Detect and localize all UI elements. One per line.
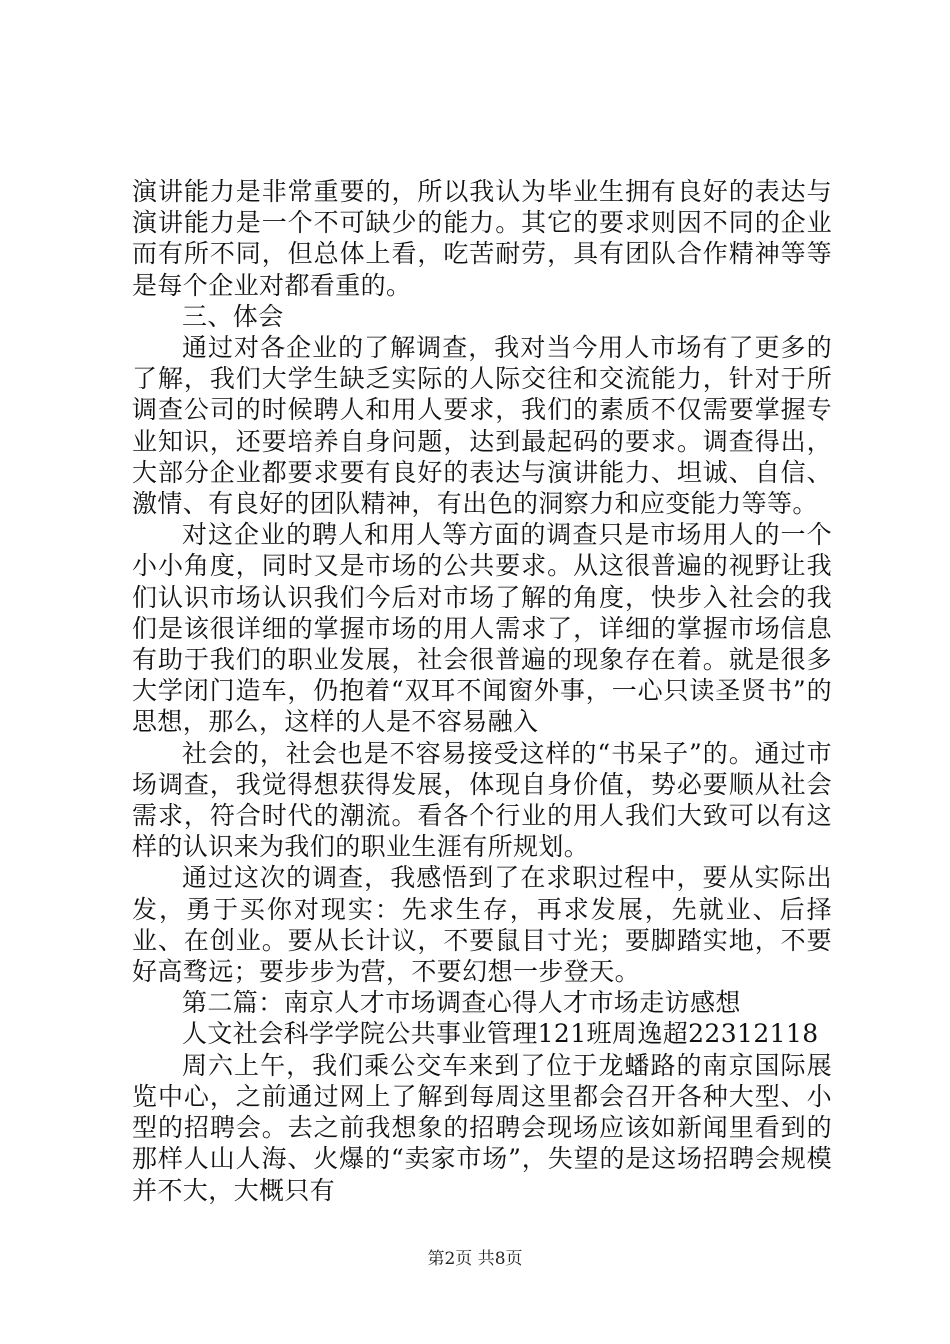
page-number-footer: 第2页 共8页 xyxy=(427,1249,523,1269)
paragraph-6: 周六上午，我们乘公交车来到了位于龙蟠路的南京国际展览中心，之前通过网上了解到每周这里都会召开各种大型、小型的招聘会。去之前我想象的招聘会现场应该如新闻里看到的那样人山人海、火爆的“卖家市场”，失望的是这场招聘会规模并不大，大概只有 xyxy=(132,1050,832,1205)
paragraph-3: 对这企业的聘人和用人等方面的调查只是市场用人的一个小小角度，同时又是市场的公共要求。从这很普遍的视野让我们认识市场认识我们今后对市场了解的角度，快步入社会的我们是该很详细的掌握市场的用人需求了，详细的掌握市场信息有助于我们的职业发展，社会很普遍的现象存在着。就是很多大学闭门造车，仍抱着“双耳不闻窗外事，一心只读圣贤书”的思想，那么，这样的人是不容易融入 xyxy=(132,520,832,737)
section-heading-3: 三、体会 xyxy=(182,301,284,331)
author-line: 人文社会科学学院公共事业管理121班周逸超22312118 xyxy=(182,1019,819,1049)
document-body xyxy=(132,176,832,1206)
paragraph-4: 社会的，社会也是不容易接受这样的“书呆子”的。通过市场调查，我觉得想获得发展，体现自身价值，势必要顺从社会需求，符合时代的潮流。看各个行业的用人我们大致可以有这样的认识来为我们的职业生涯有所规划。 xyxy=(132,738,832,862)
chapter-heading-2: 第二篇：南京人才市场调查心得人才市场走访感想 xyxy=(182,988,741,1018)
paragraph-5: 通过这次的调查，我感悟到了在求职过程中，要从实际出发，勇于买你对现实：先求生存，再求发展，先就业、后择业、在创业。要从长计议，不要鼠目寸光；要脚踏实地，不要好高骛远；要步步为营，不要幻想一步登天。 xyxy=(132,863,832,987)
paragraph-2: 通过对各企业的了解调查，我对当今用人市场有了更多的了解，我们大学生缺乏实际的人际交往和交流能力，针对于所调查公司的时候聘人和用人要求，我们的素质不仅需要掌握专业知识，还要培养自身问题，达到最起码的要求。调查得出，大部分企业都要求要有良好的表达与演讲能力、坦诚、自信、激情、有良好的团队精神，有出色的洞察力和应变能力等等。 xyxy=(132,333,832,519)
paragraph-1: 演讲能力是非常重要的，所以我认为毕业生拥有良好的表达与演讲能力是一个不可缺少的能力。其它的要求则因不同的企业而有所不同，但总体上看，吃苦耐劳，具有团队合作精神等等是每个企业对都看重的。 xyxy=(132,177,832,300)
